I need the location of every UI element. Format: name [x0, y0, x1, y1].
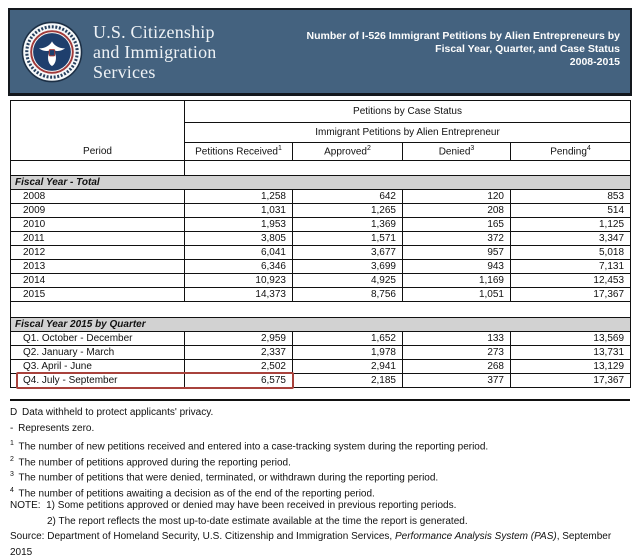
value-cell: 1,652 — [293, 332, 403, 346]
footnote-marker: 1 — [10, 440, 14, 447]
period-cell: Q1. October - December — [11, 332, 185, 346]
value-cell: 2,502 — [185, 360, 293, 374]
dhs-seal-icon — [21, 21, 83, 83]
value-cell: 2,941 — [293, 360, 403, 374]
footnote-marker: 3 — [10, 471, 14, 478]
note-line-2 — [47, 514, 630, 530]
section-band-row — [11, 318, 631, 332]
source-italic: Performance Analysis System (PAS) — [394, 531, 557, 542]
period-cell: 2009 — [11, 204, 185, 218]
table-row — [11, 346, 631, 360]
value-cell: 1,169 — [403, 274, 511, 288]
footnote-marker: 2 — [10, 455, 14, 463]
section-band-row — [11, 176, 631, 190]
period-cell: Q3. April - June — [11, 360, 185, 374]
value-cell: 3,347 — [511, 232, 631, 246]
value-cell: 120 — [403, 190, 511, 204]
value-cell: 957 — [403, 246, 511, 260]
table-row — [11, 260, 631, 274]
period-cell: 2008 — [11, 190, 185, 204]
value-cell: 642 — [293, 190, 403, 204]
value-cell: 13,129 — [511, 360, 631, 374]
report-title-line2: Fiscal Year, Quarter, and Case Status — [435, 43, 620, 55]
footnote-line: $^4$ The number of petitions awaiting a decision as of the end of the reporting period. — [10, 486, 375, 499]
spacer-data-cell — [185, 161, 631, 176]
value-cell: 208 — [403, 204, 511, 218]
value-cell: 943 — [403, 260, 511, 274]
column-superscript: 1 — [277, 145, 282, 153]
table-row — [11, 360, 631, 374]
column-label: Denied — [438, 146, 471, 158]
footnote-line: $^1$ The number of new petitions received and entered into a case-tracking system during the reporting period. — [10, 440, 489, 453]
value-cell: 1,125 — [511, 218, 631, 232]
table-row — [11, 190, 631, 204]
value-cell: 2,959 — [185, 332, 293, 346]
value-cell: 514 — [511, 204, 631, 218]
value-cell: 1,571 — [293, 232, 403, 246]
value-cell: 12,453 — [511, 274, 631, 288]
value-cell: 3,805 — [185, 232, 293, 246]
value-cell: 268 — [403, 360, 511, 374]
footnote-line: D Data withheld to protect applicants' privacy. — [10, 407, 214, 418]
section-gap-row — [11, 302, 631, 318]
value-cell: 1,369 — [293, 218, 403, 232]
value-cell: 1,953 — [185, 218, 293, 232]
period-cell: Q4. July - September — [11, 374, 185, 388]
petitions-table — [10, 100, 631, 388]
footnote-line: $^2$ The number of petitions approved during the reporting period. — [10, 455, 291, 468]
agency-wordmark-line3: Services — [93, 61, 156, 82]
value-cell: 1,978 — [293, 346, 403, 360]
footnotes-section — [10, 399, 630, 558]
period-cell: 2011 — [11, 232, 185, 246]
value-cell: 1,031 — [185, 204, 293, 218]
table-row — [11, 246, 631, 260]
value-cell: 8,756 — [293, 288, 403, 302]
value-cell: 377 — [403, 374, 511, 388]
column-superscript: 3 — [470, 145, 475, 153]
value-cell: 1,265 — [293, 204, 403, 218]
value-cell: 1,258 — [185, 190, 293, 204]
group-header-alien-entrepreneur: Immigrant Petitions by Alien Entrepreneur — [185, 123, 631, 143]
column-header-denied — [403, 143, 511, 161]
column-header-petitions-received — [185, 143, 293, 161]
value-cell: 13,569 — [511, 332, 631, 346]
section-band-label: Fiscal Year - Total — [11, 176, 631, 190]
value-cell: 2,337 — [185, 346, 293, 360]
column-superscript: 2 — [366, 145, 371, 153]
note-line-1 — [10, 498, 630, 514]
period-cell: 2012 — [11, 246, 185, 260]
value-cell: 10,923 — [185, 274, 293, 288]
value-cell: 6,041 — [185, 246, 293, 260]
value-cell: 4,925 — [293, 274, 403, 288]
spacer-period-cell — [11, 161, 185, 176]
footnote-marker: 4 — [10, 486, 14, 494]
report-title-line1: Number of I-526 Immigrant Petitions by Alien Entrepreneurs by — [306, 30, 620, 42]
table-row — [11, 204, 631, 218]
value-cell: 14,373 — [185, 288, 293, 302]
value-cell: 853 — [511, 190, 631, 204]
value-cell: 3,699 — [293, 260, 403, 274]
period-cell: 2010 — [11, 218, 185, 232]
value-cell: 17,367 — [511, 374, 631, 388]
source-line — [10, 529, 630, 558]
section-band-label: Fiscal Year 2015 by Quarter — [11, 318, 631, 332]
footnote-list — [10, 405, 630, 498]
table-row — [11, 274, 631, 288]
footnote-line: $^3$ The number of petitions that were denied, terminated, or withdrawn during the reporting period. — [10, 471, 439, 484]
period-cell: 2014 — [11, 274, 185, 288]
value-cell: 17,367 — [511, 288, 631, 302]
note-text-2: 2) The report reflects the most up-to-date estimate available at the time the report is generated. — [47, 515, 468, 527]
column-superscript: 4 — [586, 145, 591, 153]
column-label: Pending — [550, 146, 587, 158]
table-container — [10, 100, 630, 388]
period-column-header: Period — [11, 101, 185, 161]
value-cell: 13,731 — [511, 346, 631, 360]
value-cell: 165 — [403, 218, 511, 232]
value-cell: 273 — [403, 346, 511, 360]
value-cell: 6,575 — [185, 374, 293, 388]
value-cell: 5,018 — [511, 246, 631, 260]
agency-wordmark-line1: U.S. Citizenship — [93, 21, 215, 42]
table-row — [11, 374, 631, 388]
group-header-case-status: Petitions by Case Status — [185, 101, 631, 123]
value-cell: 3,677 — [293, 246, 403, 260]
note-text-1: 1) Some petitions approved or denied may have been received in previous reporting periods. — [46, 500, 457, 511]
table-row — [11, 232, 631, 246]
column-header-approved — [293, 143, 403, 161]
value-cell: 1,051 — [403, 288, 511, 302]
header-spacer-row — [11, 161, 631, 176]
value-cell: 372 — [403, 232, 511, 246]
period-cell: 2013 — [11, 260, 185, 274]
header-banner — [8, 8, 632, 96]
column-label: Approved — [324, 146, 367, 158]
footnote-line: - Represents zero. — [10, 422, 95, 434]
value-cell: 2,185 — [293, 374, 403, 388]
source-suffix: , September 2015 — [10, 531, 612, 558]
report-title — [306, 30, 620, 69]
footnote-marker: - — [10, 422, 14, 434]
report-title-line3: 2008-2015 — [569, 56, 620, 68]
table-body — [11, 176, 631, 388]
period-cell: Q2. January - March — [11, 346, 185, 360]
source-prefix: Source: Department of Homeland Security, U.S. Citizenship and Immigration Services, — [10, 531, 395, 542]
column-header-pending — [511, 143, 631, 161]
table-row — [11, 288, 631, 302]
value-cell: 6,346 — [185, 260, 293, 274]
note-label: NOTE: — [10, 500, 41, 511]
agency-wordmark-line2: and Immigration — [93, 41, 217, 62]
gap-cell — [11, 302, 631, 318]
value-cell: 133 — [403, 332, 511, 346]
agency-wordmark — [93, 22, 216, 82]
table-row — [11, 332, 631, 346]
footnote-marker: D — [10, 407, 18, 418]
column-label: Petitions Received — [195, 146, 278, 158]
period-cell: 2015 — [11, 288, 185, 302]
table-row — [11, 218, 631, 232]
value-cell: 7,131 — [511, 260, 631, 274]
